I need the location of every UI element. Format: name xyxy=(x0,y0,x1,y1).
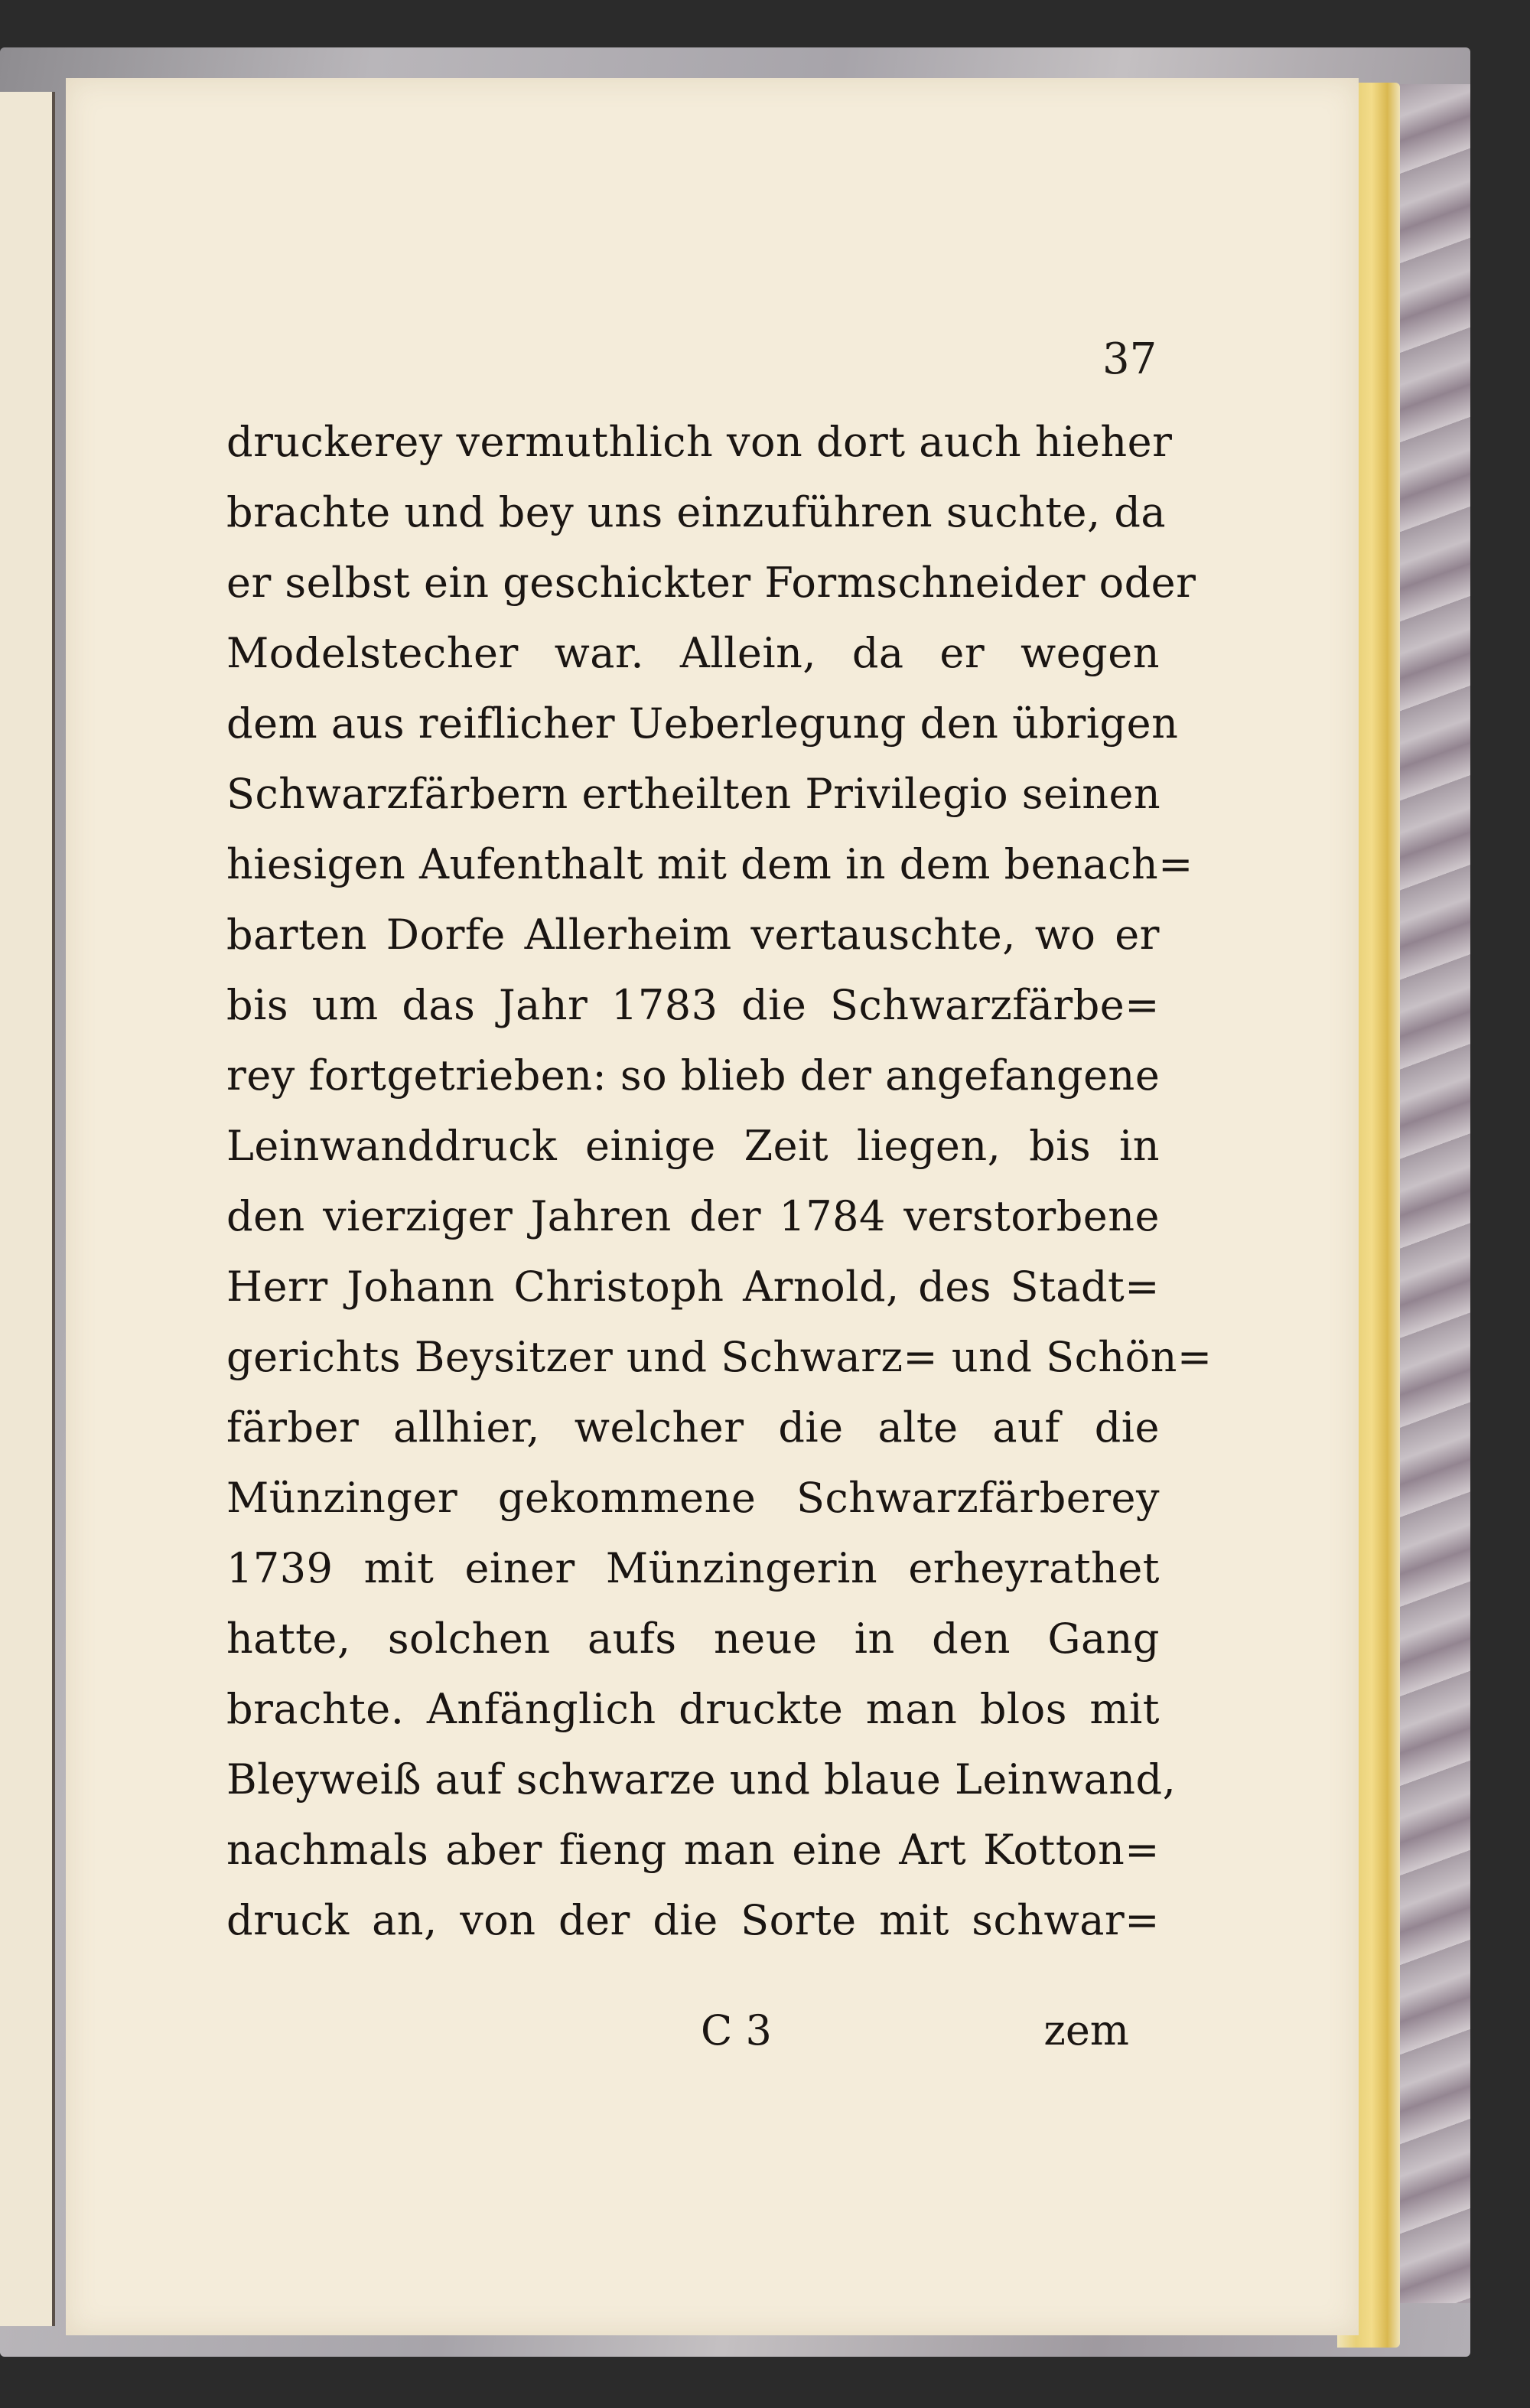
text-line: rey fortgetrieben: so blieb der angefangene xyxy=(226,1051,1161,1100)
text-line: brachte und bey uns einzuführen suchte, da xyxy=(226,488,1167,536)
left-facing-page xyxy=(0,92,55,2326)
text-line: färber allhier, welcher die alte auf die xyxy=(226,1403,1160,1452)
text-line: nachmals aber fieng man eine Art Kotton= xyxy=(226,1826,1160,1874)
text-line: bis um das Jahr 1783 die Schwarzfärbe= xyxy=(226,981,1160,1029)
page-text xyxy=(226,407,1213,1956)
text-line: er selbst ein geschickter Formschneider oder xyxy=(226,559,1196,607)
text-line: hiesigen Aufenthalt mit dem in dem benach= xyxy=(226,840,1193,888)
text-line: Münzinger gekommene Schwarzfärberey xyxy=(226,1474,1160,1522)
marbled-cover-edge xyxy=(1400,84,1470,2303)
text-line: den vierziger Jahren der 1784 verstorbene xyxy=(226,1192,1160,1240)
text-line: brachte. Anfänglich druckte man blos mit xyxy=(226,1685,1160,1733)
signature-mark: C 3 xyxy=(701,2006,772,2054)
text-line: druck an, von der die Sorte mit schwar= xyxy=(226,1896,1160,1944)
text-line: Leinwanddruck einige Zeit liegen, bis in xyxy=(226,1122,1160,1170)
text-line: 1739 mit einer Münzingerin erheyrathet xyxy=(226,1544,1160,1592)
text-line: gerichts Beysitzer und Schwarz= und Schön= xyxy=(226,1333,1213,1381)
text-line: dem aus reiflicher Ueberlegung den übrigen xyxy=(226,699,1179,748)
text-line: Herr Johann Christoph Arnold, des Stadt= xyxy=(226,1263,1160,1311)
catchword: zem xyxy=(1043,2006,1129,2054)
text-line: Schwarzfärbern ertheilten Privilegio seinen xyxy=(226,770,1161,818)
page-number: 37 xyxy=(1102,334,1157,384)
text-line: barten Dorfe Allerheim vertauschte, wo er xyxy=(226,911,1160,959)
book-page xyxy=(66,78,1359,2335)
page-footer xyxy=(701,2006,1129,2075)
text-line: Modelstecher war. Allein, da er wegen xyxy=(226,629,1160,677)
text-line: druckerey vermuthlich von dort auch hieher xyxy=(226,418,1173,466)
text-line: Bleyweiß auf schwarze und blaue Leinwand, xyxy=(226,1755,1177,1804)
text-line: hatte, solchen aufs neue in den Gang xyxy=(226,1615,1160,1663)
